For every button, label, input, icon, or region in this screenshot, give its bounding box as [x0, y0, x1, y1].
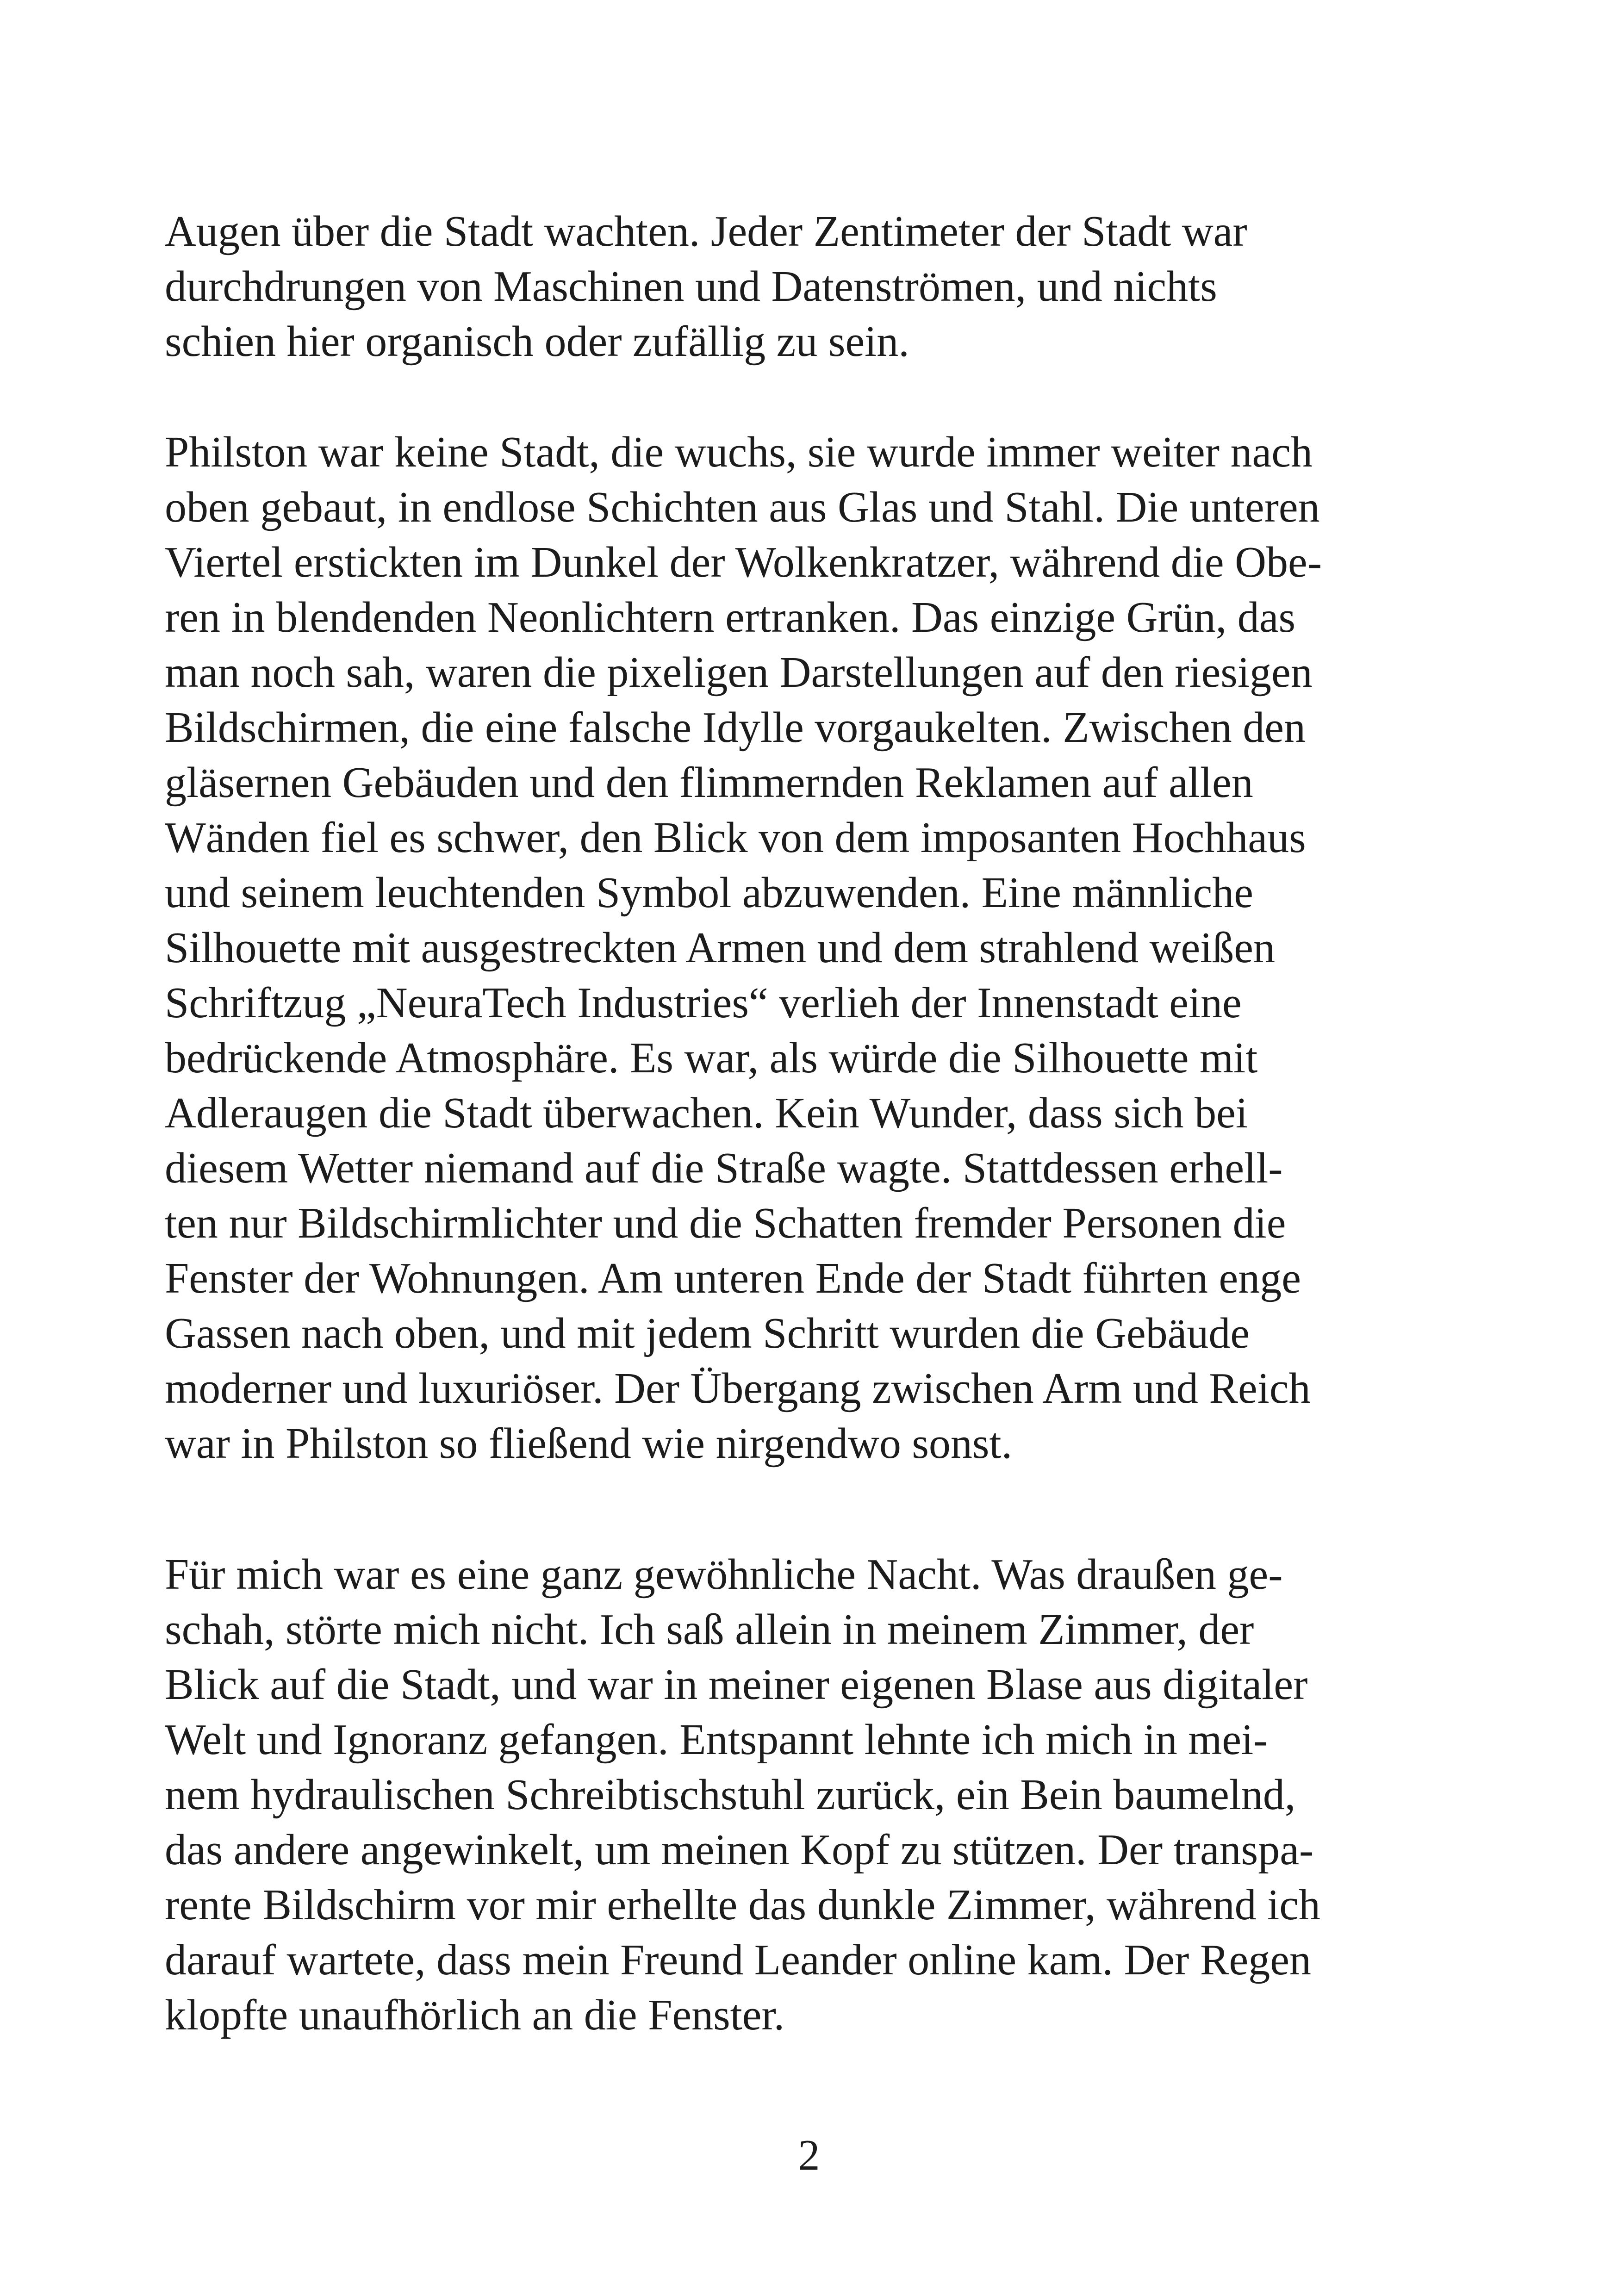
text-line: bedrückende Atmosphäre. Es war, als würde die Silhouette mit — [165, 1034, 1258, 1082]
text-line: und seinem leuchtenden Symbol abzuwenden. Eine männliche — [165, 869, 1253, 917]
text-line: Blick auf die Stadt, und war in meiner eigenen Blase aus digitaler — [165, 1661, 1308, 1709]
text-line: klopfte unaufhörlich an die Fenster. — [165, 1991, 785, 2039]
text-line: Adleraugen die Stadt überwachen. Kein Wunder, dass sich bei — [165, 1089, 1248, 1137]
text-line: diesem Wetter niemand auf die Straße wagte. Stattdessen erhell- — [165, 1144, 1283, 1192]
text-line: Viertel erstickten im Dunkel der Wolkenkratzer, während die Obe- — [165, 538, 1322, 586]
text-line: ten nur Bildschirmlichter und die Schatten fremder Personen die — [165, 1199, 1286, 1247]
text-line: das andere angewinkelt, um meinen Kopf zu stützen. Der transpa- — [165, 1826, 1314, 1874]
text-line: Bildschirmen, die eine falsche Idylle vorgaukelten. Zwischen den — [165, 703, 1306, 752]
text-line: schien hier organisch oder zufällig zu sein. — [165, 317, 909, 366]
text-line: rente Bildschirm vor mir erhellte das dunkle Zimmer, während ich — [165, 1881, 1320, 1929]
text-line: Silhouette mit ausgestreckten Armen und dem strahlend weißen — [165, 924, 1276, 972]
text-line: oben gebaut, in endlose Schichten aus Glas und Stahl. Die unteren — [165, 483, 1320, 531]
text-line: darauf wartete, dass mein Freund Leander online kam. Der Regen — [165, 1936, 1312, 1984]
text-line: man noch sah, waren die pixeligen Darstellungen auf den riesigen — [165, 648, 1313, 697]
text-line: Wänden fiel es schwer, den Blick von dem imposanten Hochhaus — [165, 814, 1306, 862]
text-line: Welt und Ignoranz gefangen. Entspannt lehnte ich mich in mei- — [165, 1716, 1268, 1764]
text-line: Augen über die Stadt wachten. Jeder Zentimeter der Stadt war — [165, 207, 1247, 255]
text-line: Fenster der Wohnungen. Am unteren Ende der Stadt führten enge — [165, 1254, 1301, 1302]
text-line: Für mich war es eine ganz gewöhnliche Nacht. Was draußen ge- — [165, 1550, 1283, 1599]
text-line: Schriftzug „NeuraTech Industries“ verlieh der Innenstadt eine — [165, 979, 1242, 1027]
paragraph-1 — [165, 204, 1400, 369]
paragraph-2 — [165, 425, 1400, 1471]
page-number: 2 — [798, 2131, 820, 2179]
text-line: durchdrungen von Maschinen und Datenströmen, und nichts — [165, 262, 1217, 311]
text-line: gläsernen Gebäuden und den flimmernden Reklamen auf allen — [165, 759, 1253, 807]
text-line: Philston war keine Stadt, die wuchs, sie wurde immer weiter nach — [165, 428, 1313, 476]
text-line: moderner und luxuriöser. Der Übergang zwischen Arm und Reich — [165, 1364, 1311, 1412]
text-line: schah, störte mich nicht. Ich saß allein in meinem Zimmer, der — [165, 1605, 1254, 1654]
paragraph-3 — [165, 1547, 1400, 2043]
text-line: ren in blendenden Neonlichtern ertranken. Das einzige Grün, das — [165, 593, 1296, 641]
text-line: nem hydraulischen Schreibtischstuhl zurück, ein Bein baumelnd, — [165, 1771, 1296, 1819]
text-line: Gassen nach oben, und mit jedem Schritt wurden die Gebäude — [165, 1309, 1250, 1357]
text-line: war in Philston so fließend wie nirgendwo sonst. — [165, 1419, 1013, 1468]
